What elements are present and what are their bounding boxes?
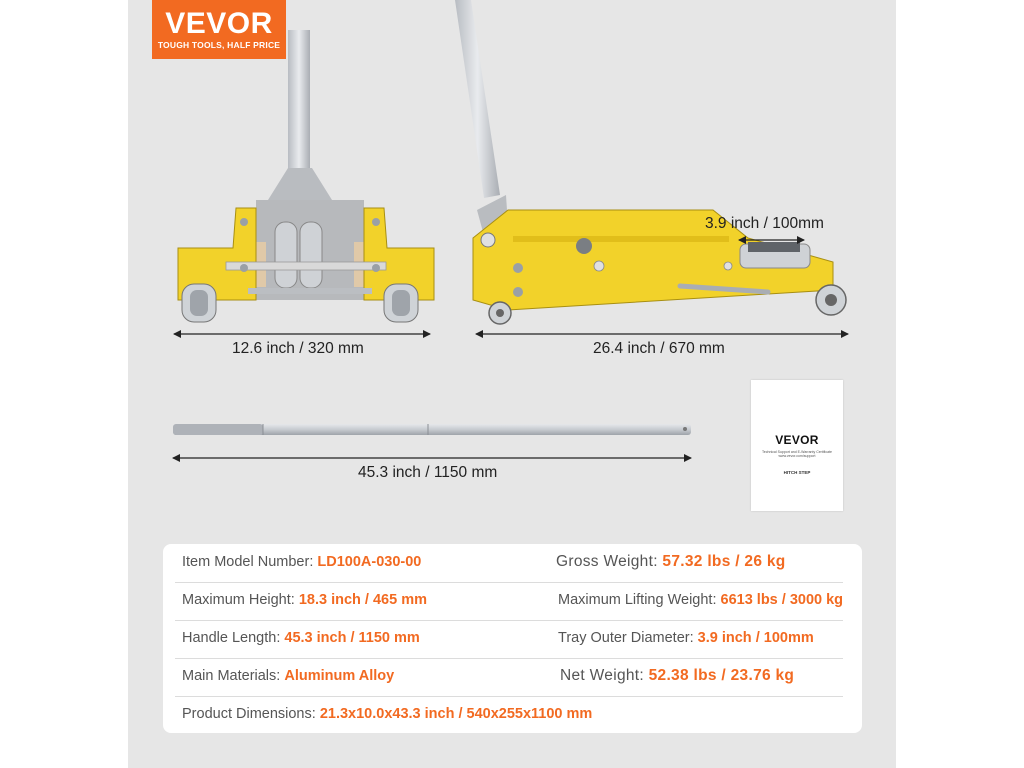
spec-item-model: Item Model Number: LD100A-030-00 bbox=[182, 554, 422, 570]
spec-net-weight: Net Weight: 52.38 lbs / 23.76 kg bbox=[560, 667, 795, 684]
spec-row bbox=[175, 696, 843, 734]
product-image bbox=[128, 0, 896, 768]
spec-max-height: Maximum Height: 18.3 inch / 465 mm bbox=[182, 592, 427, 608]
vevor-logo bbox=[152, 0, 286, 59]
spec-max-lifting-weight: Maximum Lifting Weight: 6613 lbs / 3000 kg bbox=[558, 592, 844, 608]
logo-brand: VEVOR bbox=[165, 7, 273, 40]
spec-gross-weight: Gross Weight: 57.32 lbs / 26 kg bbox=[556, 553, 786, 570]
manual-brand: VEVOR bbox=[775, 433, 819, 447]
manual-subtitle: Technical Support and E-Warranty Certificate www.vevor.com/support bbox=[762, 450, 832, 458]
jack-side-view bbox=[455, 0, 846, 324]
spec-product-dimensions: Product Dimensions: 21.3x10.0x43.3 inch / 540x255x1100 mm bbox=[182, 706, 593, 722]
tray-dimension-label: 3.9 inch / 100mm bbox=[705, 215, 824, 232]
handle-bar bbox=[173, 424, 691, 435]
length-dimension-label: 26.4 inch / 670 mm bbox=[593, 340, 725, 357]
user-manual bbox=[751, 380, 843, 511]
spec-handle-length: Handle Length: 45.3 inch / 1150 mm bbox=[182, 630, 420, 646]
spec-row bbox=[175, 658, 843, 697]
spec-main-materials: Main Materials: Aluminum Alloy bbox=[182, 668, 395, 684]
spec-row bbox=[175, 582, 843, 621]
spec-table bbox=[163, 544, 862, 733]
spec-row bbox=[175, 544, 843, 583]
width-dimension-label: 12.6 inch / 320 mm bbox=[232, 340, 364, 357]
handle-dimension-label: 45.3 inch / 1150 mm bbox=[358, 464, 498, 481]
manual-model: HITCH STEP bbox=[783, 470, 811, 475]
spec-row bbox=[175, 620, 843, 659]
spec-tray-diameter: Tray Outer Diameter: 3.9 inch / 100mm bbox=[558, 630, 814, 646]
logo-tagline: TOUGH TOOLS, HALF PRICE bbox=[157, 40, 281, 50]
jack-front-view bbox=[178, 30, 434, 322]
